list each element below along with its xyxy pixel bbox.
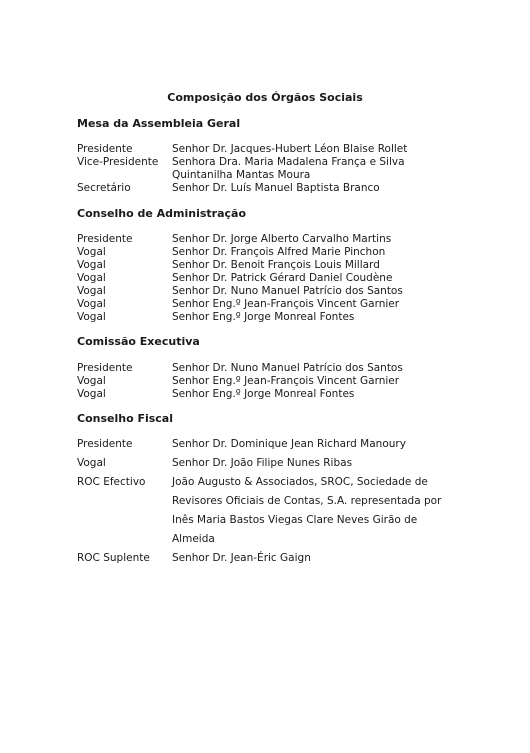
list-item <box>77 454 477 473</box>
member-name: Senhor Dr. François Alfred Marie Pinchon <box>172 246 386 258</box>
role-label: ROC Efectivo <box>77 476 146 488</box>
member-name: Senhor Dr. Luís Manuel Baptista Branco <box>172 182 380 194</box>
list-item <box>77 473 477 549</box>
role-label: Presidente <box>77 143 133 155</box>
section-list-executiva <box>77 362 477 401</box>
member-name: Senhor Dr. Jorge Alberto Carvalho Martins <box>172 233 392 245</box>
list-item <box>77 285 477 298</box>
section-heading-fiscal: Conselho Fiscal <box>77 412 174 425</box>
member-name: Senhor Dr. João Filipe Nunes Ribas <box>172 457 353 469</box>
section-list-mesa <box>77 143 477 195</box>
member-name: Senhora Dra. Maria Madalena França e Silva Quintanilha Mantas Moura <box>172 156 405 181</box>
member-name: Senhor Dr. Benoit François Louis Millard <box>172 259 380 271</box>
member-name: Senhor Dr. Dominique Jean Richard Manoury <box>172 438 406 450</box>
role-label: Vogal <box>77 298 106 310</box>
role-label: Vogal <box>77 375 106 387</box>
list-item <box>77 233 477 246</box>
member-name: Senhor Eng.º Jean-François Vincent Garnier <box>172 375 400 387</box>
role-label: Vogal <box>77 311 106 323</box>
list-item <box>77 362 477 375</box>
list-item <box>77 156 477 182</box>
list-item <box>77 388 477 401</box>
role-label: Vice-Presidente <box>77 156 159 168</box>
list-item <box>77 549 477 568</box>
member-name: Senhor Dr. Jean-Éric Gaign <box>172 552 311 564</box>
member-name: Senhor Dr. Nuno Manuel Patrício dos Santos <box>172 362 403 374</box>
list-item <box>77 246 477 259</box>
list-item <box>77 375 477 388</box>
member-name: Senhor Eng.º Jorge Monreal Fontes <box>172 388 355 400</box>
role-label: Presidente <box>77 438 133 450</box>
member-name: Senhor Dr. Nuno Manuel Patrício dos Santos <box>172 285 403 297</box>
role-label: ROC Suplente <box>77 552 150 564</box>
list-item <box>77 182 477 195</box>
role-label: Vogal <box>77 388 106 400</box>
member-name: Senhor Eng.º Jean-François Vincent Garnier <box>172 298 400 310</box>
section-list-fiscal <box>77 435 477 568</box>
list-item <box>77 435 477 454</box>
member-name: João Augusto & Associados, SROC, Sociedade de Revisores Oficiais de Contas, S.A. representada por Inês Maria Bastos Viegas Clare Neves Girão de Almeida <box>172 476 442 545</box>
role-label: Presidente <box>77 233 133 245</box>
list-item <box>77 298 477 311</box>
role-label: Vogal <box>77 272 106 284</box>
section-heading-executiva: Comissão Executiva <box>77 335 200 348</box>
list-item <box>77 259 477 272</box>
list-item <box>77 272 477 285</box>
page-title: Composição dos Órgãos Sociais <box>167 91 363 104</box>
list-item <box>77 143 477 156</box>
member-name: Senhor Eng.º Jorge Monreal Fontes <box>172 311 355 323</box>
member-name: Senhor Dr. Patrick Gérard Daniel Coudène <box>172 272 393 284</box>
role-label: Presidente <box>77 362 133 374</box>
section-heading-administracao: Conselho de Administração <box>77 207 246 220</box>
role-label: Vogal <box>77 285 106 297</box>
member-name: Senhor Dr. Jacques-Hubert Léon Blaise Rollet <box>172 143 408 155</box>
role-label: Vogal <box>77 259 106 271</box>
section-heading-mesa: Mesa da Assembleia Geral <box>77 117 241 130</box>
section-list-administracao <box>77 233 477 324</box>
role-label: Secretário <box>77 182 131 194</box>
list-item <box>77 311 477 324</box>
role-label: Vogal <box>77 246 106 258</box>
role-label: Vogal <box>77 457 106 469</box>
